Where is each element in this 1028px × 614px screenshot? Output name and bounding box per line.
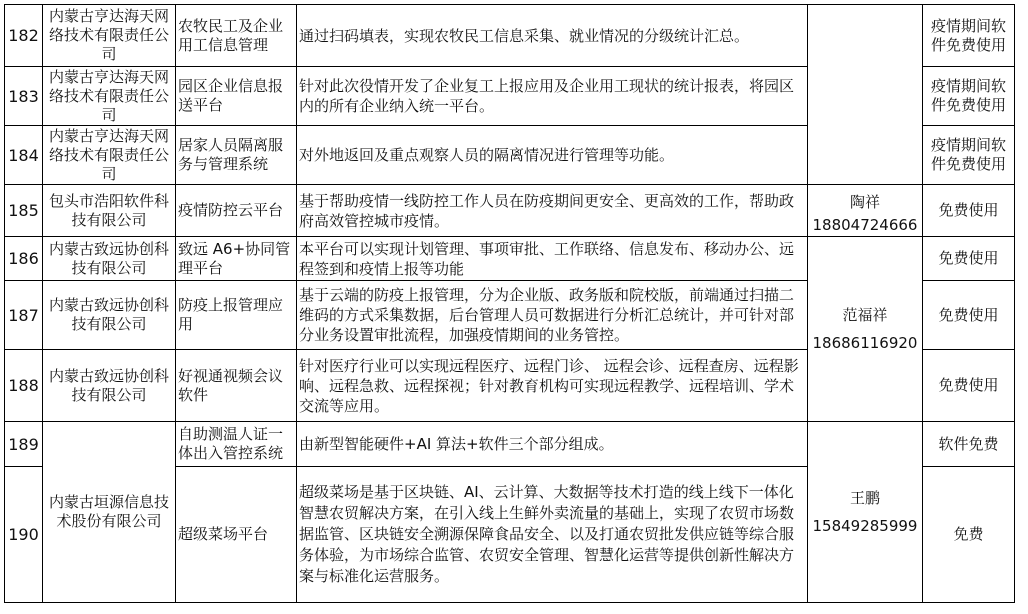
contact-cell [808, 237, 923, 422]
contact-phone: 18804724666 [812, 215, 918, 234]
product-name: 居家人员隔离服务与管理系统 [176, 126, 297, 185]
product-name: 好视通视频会议软件 [176, 350, 297, 422]
contact-phone: 15849285999 [812, 517, 918, 535]
product-name: 致远 A6+协同管理平台 [176, 237, 297, 281]
software-table [4, 4, 1015, 603]
product-name: 自助测温人证一体出入管控系统 [176, 422, 297, 467]
company-name: 内蒙古垣源信息技术股份有限公司 [43, 422, 176, 603]
product-description: 超级菜场是基于区块链、AI、云计算、大数据等技术打造的线上线下一体化智慧农贸解决方案，在引入线上生鲜外卖流量的基础上，实现了农贸市场数据监管、区块链安全溯源保障食品安全、以及打通农贸批发供应链等综合服务体验，为市场综合监管、农贸安全管理、智慧化运营等提供创新性解决方案与标准化运营服务。 [297, 467, 808, 603]
table-row [5, 5, 1015, 67]
usage-note: 免费使用 [923, 350, 1015, 422]
product-description: 由新型智能硬件+AI 算法+软件三个部分组成。 [297, 422, 808, 467]
company-name: 内蒙古亨达海天网络技术有限责任公司 [43, 5, 176, 67]
product-description: 针对医疗行业可以实现远程医疗、远程门诊、 远程会诊、远程查房、远程影响、远程急救、远程探视；针对教育机构可实现远程教学、远程培训、学术交流等应用。 [297, 350, 808, 422]
contact-name: 陶祥 [849, 192, 880, 211]
row-number: 182 [5, 5, 43, 67]
contact-cell [808, 422, 923, 603]
usage-note: 疫情期间软件免费使用 [923, 126, 1015, 185]
product-name: 超级菜场平台 [176, 467, 297, 603]
product-description: 基于云端的防疫上报管理，分为企业版、政务版和院校版，前端通过扫描二维码的方式采集数据，后台管理人员可数据进行分析汇总统计，并可针对部分业务设置审批流程，加强疫情期间的业务管控。 [297, 281, 808, 350]
product-name: 农牧民工及企业用工信息管理 [176, 5, 297, 67]
usage-note: 软件免费 [923, 422, 1015, 467]
company-name: 包头市浩阳软件科技有限公司 [43, 185, 176, 237]
company-name: 内蒙古致远协创科技有限公司 [43, 237, 176, 281]
company-name: 内蒙古致远协创科技有限公司 [43, 350, 176, 422]
company-name: 内蒙古亨达海天网络技术有限责任公司 [43, 126, 176, 185]
contact-cell [808, 185, 923, 237]
product-description: 针对此次役情开发了企业复工上报应用及企业用工现状的统计报表，将园区内的所有企业纳入统一平台。 [297, 67, 808, 126]
usage-note: 免费使用 [923, 185, 1015, 237]
row-number: 186 [5, 237, 43, 281]
contact-cell-empty [808, 5, 923, 185]
usage-note: 疫情期间软件免费使用 [923, 5, 1015, 67]
product-description: 通过扫码填表，实现农牧民工信息采集、就业情况的分级统计汇总。 [297, 5, 808, 67]
row-number: 184 [5, 126, 43, 185]
usage-note: 疫情期间软件免费使用 [923, 67, 1015, 126]
usage-note: 免费 [923, 467, 1015, 603]
usage-note: 免费使用 [923, 281, 1015, 350]
row-number: 188 [5, 350, 43, 422]
row-number: 187 [5, 281, 43, 350]
row-number: 183 [5, 67, 43, 126]
product-description: 对外地返回及重点观察人员的隔离情况进行管理等功能。 [297, 126, 808, 185]
product-name: 防疫上报管理应用 [176, 281, 297, 350]
contact-phone: 18686116920 [812, 334, 918, 352]
product-name: 园区企业信息报送平台 [176, 67, 297, 126]
company-name: 内蒙古亨达海天网络技术有限责任公司 [43, 67, 176, 126]
row-number: 185 [5, 185, 43, 237]
product-description: 基于帮助疫情一线防控工作人员在防疫期间更安全、更高效的工作，帮助政府高效管控城市疫情。 [297, 185, 808, 237]
company-name: 内蒙古致远协创科技有限公司 [43, 281, 176, 350]
row-number: 189 [5, 422, 43, 467]
usage-note: 免费使用 [923, 237, 1015, 281]
table-row [5, 422, 1015, 467]
contact-name: 范福祥 [842, 306, 888, 324]
contact-name: 王鹏 [849, 489, 880, 507]
table-row [5, 185, 1015, 237]
table-row [5, 237, 1015, 281]
product-name: 疫情防控云平台 [176, 185, 297, 237]
product-description: 本平台可以实现计划管理、事项审批、工作联络、信息发布、移动办公、远程签到和疫情上报等功能 [297, 237, 808, 281]
row-number: 190 [5, 467, 43, 603]
